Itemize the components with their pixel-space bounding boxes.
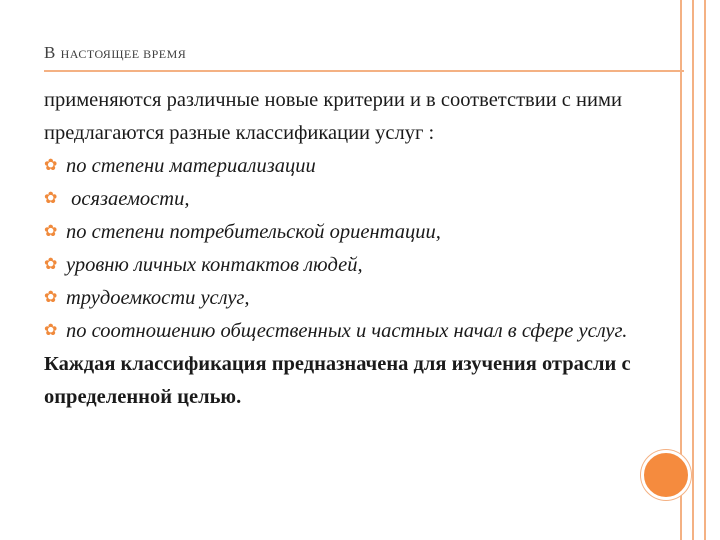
title-divider [44, 70, 684, 72]
list-item [44, 150, 664, 183]
right-rail-line [704, 0, 706, 540]
list-item [44, 315, 664, 348]
flower-bullet-icon: ✿ [44, 322, 58, 339]
title-first-letter: В [44, 43, 56, 62]
list-item-text: уровню личных контактов людей, [66, 254, 363, 276]
conclusion-text: Каждая классификация предназначена для изучения отрасли с определенной целью. [44, 353, 631, 408]
right-rail-line [692, 0, 694, 540]
title-rest: НАСТОЯЩЕЕ ВРЕМЯ [60, 47, 187, 61]
list-item [44, 216, 664, 249]
list-item [44, 249, 664, 282]
list-item-text: по степени потребительской ориентации, [66, 221, 441, 243]
decorative-orange-circle [641, 450, 691, 500]
slide-title [44, 43, 186, 63]
list-item-text: осязаемости, [66, 188, 190, 210]
criteria-list [44, 150, 664, 348]
slide-body [44, 84, 664, 414]
flower-bullet-icon: ✿ [44, 223, 58, 240]
flower-bullet-icon: ✿ [44, 256, 58, 273]
list-item [44, 183, 664, 216]
flower-bullet-icon: ✿ [44, 157, 58, 174]
list-item-text: по соотношению общественных и частных начал в сфере услуг. [66, 320, 628, 342]
list-item-text: по степени материализации [66, 155, 316, 177]
flower-bullet-icon: ✿ [44, 289, 58, 306]
list-item [44, 282, 664, 315]
list-item-text: трудоемкости услуг, [66, 287, 250, 309]
flower-bullet-icon: ✿ [44, 190, 58, 207]
intro-text: применяются различные новые критерии и в соответствии с ними предлагаются разные классификации услуг : [44, 89, 622, 144]
